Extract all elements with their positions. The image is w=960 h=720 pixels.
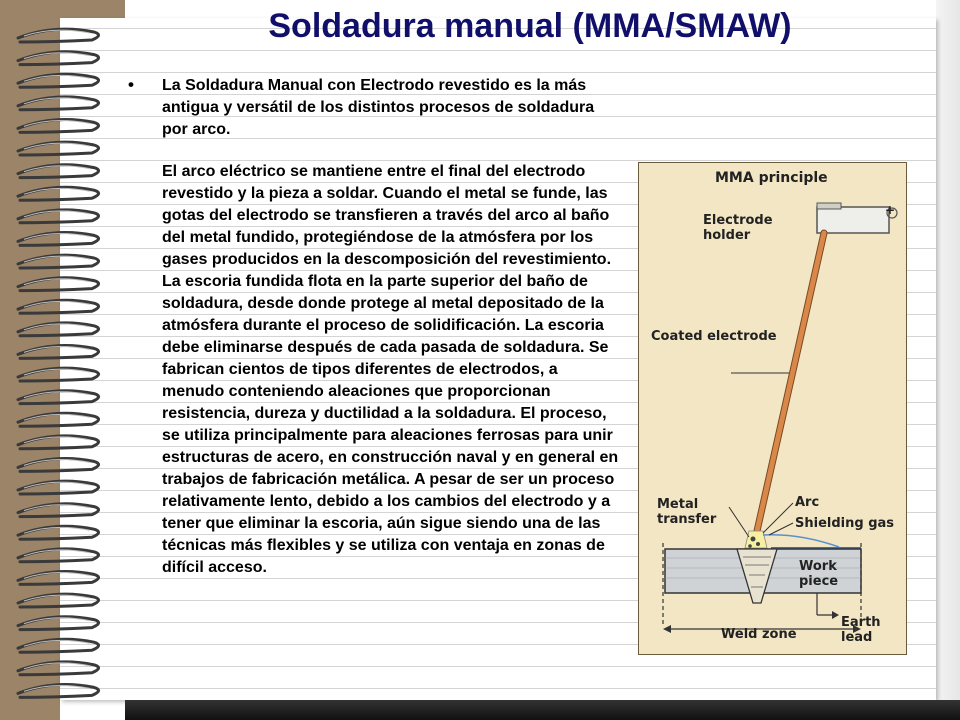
spiral-ring [18,97,99,110]
plus-sign-label: + [885,203,896,217]
figure-title: MMA principle [715,170,828,186]
spiral-ring [18,436,99,449]
coated-electrode-label: Coated electrode [651,329,777,344]
spiral-binding-icon [14,22,106,700]
bullet-marker: • [128,75,134,94]
spiral-ring [18,300,99,313]
spiral-ring [18,232,99,245]
diagram-drawing [639,163,908,656]
earth-lead-label: Earth lead [841,615,881,645]
bottom-frame-strip [125,700,960,720]
spiral-ring [18,29,99,42]
spiral-ring [18,526,99,539]
metal-transfer-label: Metal transfer [657,497,717,527]
spiral-ring [18,142,99,155]
weld-zone-label: Weld zone [721,627,797,642]
spiral-ring [18,549,99,562]
electrode-holder-shape [817,207,889,233]
spiral-ring [18,684,99,697]
spiral-ring [18,504,99,517]
electrode-holder-label: Electrode holder [703,213,773,243]
work-piece-label: Work piece [799,559,839,589]
slide-title: Soldadura manual (MMA/SMAW) [268,7,792,45]
spiral-ring [18,617,99,630]
spiral-ring [18,413,99,426]
spiral-ring [18,165,99,178]
spiral-ring [18,662,99,675]
mma-principle-diagram [638,162,907,655]
spiral-ring [18,345,99,358]
spiral-ring [18,323,99,336]
spiral-ring [18,119,99,132]
right-edge-shadow [936,0,960,700]
intro-paragraph: La Soldadura Manual con Electrodo revestido es la más antigua y versátil de los distintos procesos de soldadura por arco. [162,77,595,138]
spiral-ring [18,187,99,200]
spiral-ring [18,391,99,404]
spiral-ring [18,278,99,291]
spiral-ring [18,52,99,65]
spiral-ring [18,594,99,607]
spiral-ring [18,368,99,381]
body-paragraph: El arco eléctrico se mantiene entre el final del electrodo revestido y la pieza a soldar. Cuando el metal se funde, las gotas del electrodo se transfieren a través del arco al baño del metal fundido, protegiéndose de la atmósfera por los gases producidos en la descomposición del revestimiento. La escoria fundida flota en la parte superior del baño de soldadura, desde donde protege al metal depositado de la atmósfera durante el proceso de solidificación. La escoria debe eliminarse después de cada pasada de soldadura. Se fabrican cientos de tipos diferentes de electrodos, a menudo conteniendo aleaciones que proporcionan resistencia, dureza y ductilidad a la soldadura. El proceso, se utiliza principalmente para aleaciones ferrosas para unir estructuras de acero, en construcción naval y en general en trabajos de fabricación metálica. A pesar de ser un proceso relativamente lento, debido a los cambios del electrodo y a tener que eliminar la escoria, aún sigue siendo una de las técnicas más flexibles y se utiliza con ventaja en zonas de difícil acceso. [162,163,619,576]
spiral-ring [18,255,99,268]
spiral-ring [18,74,99,87]
spiral-ring [18,571,99,584]
arc-label: Arc [795,495,820,510]
shielding-gas-shape [763,535,839,547]
spiral-ring [18,210,99,223]
spiral-ring [18,481,99,494]
spiral-ring [18,639,99,652]
spiral-ring [18,458,99,471]
shielding-gas-label: Shielding gas [795,516,895,531]
